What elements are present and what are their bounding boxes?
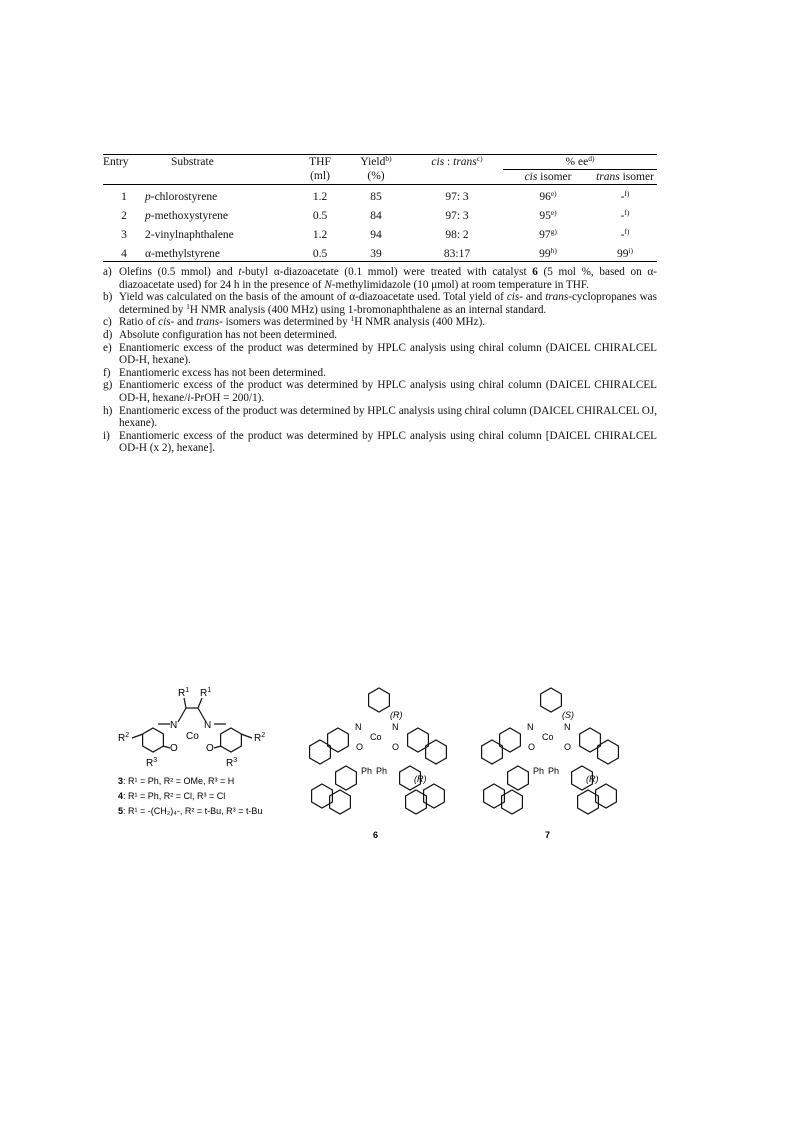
header-thf: THF (ml) (309, 156, 331, 182)
salen-r3-right: $R^3$ (226, 757, 238, 769)
salen-r1-right: $R^1$ (200, 687, 212, 699)
cat7-axial-config: (R) (586, 774, 599, 784)
table-row: 4 α-methylstyrene 0.5 39 83:17 99$^{h)}$ 99$^{i)}$ (103, 242, 657, 262)
salen-r2-left: $R^2$ (118, 732, 130, 744)
footnote-d: d) Absolute configuration has not been determined. (103, 328, 338, 341)
legend-line: 5: R¹ = -(CH₂)₄-, R² = t-Bu, R³ = t-Bu (118, 806, 263, 816)
cat7-ph-left: Ph (533, 766, 545, 776)
header-yield: Yield$^{b)}$ (%) (360, 154, 392, 182)
cat6-co: Co (370, 732, 382, 742)
header-substrate: Substrate (171, 156, 214, 168)
cat6-o-right: O (392, 742, 400, 752)
salen-legend (118, 776, 262, 816)
table-row: 3 2-vinylnaphthalene 1.2 94 98: 2 97$^{g)}$ -$^{f)}$ (121, 226, 630, 241)
footnote-a: a) Olefins (0.5 mmol) and t-butyl α-diazoacetate (0.1 mmol) were treated with catalyst 6 (5 mol %, based on α-diazoacetate used) for 24 h in the presence of N-methylimidazole (10 μmol) at room temperature in THF. (103, 266, 657, 291)
results-table (103, 154, 657, 262)
header-entry: Entry (103, 156, 129, 168)
salen-complex-structure (118, 687, 265, 769)
cat6-ph-left: Ph (361, 766, 373, 776)
results-table-block (103, 154, 657, 455)
salen-o-right: O (206, 743, 214, 754)
cat7-o-left: O (528, 742, 536, 752)
cat6-label: 6 (373, 830, 379, 840)
catalyst-7-structure (482, 688, 619, 840)
cat6-o-left: O (356, 742, 364, 752)
salen-r3-left: $R^3$ (146, 757, 158, 769)
footnote-f: f) Enantiomeric excess has not been determined. (103, 366, 326, 379)
cat7-o-right: O (564, 742, 572, 752)
salen-o-left: O (170, 743, 178, 754)
header-ratio: cis : trans$^{c)}$ (431, 154, 483, 168)
salen-co: Co (186, 731, 199, 742)
cat7-ph-right: Ph (548, 766, 560, 776)
legend-line: 3: R¹ = Ph, R² = OMe, R³ = H (118, 776, 235, 786)
cat7-co: Co (542, 732, 554, 742)
footnote-e: e) Enantiomeric excess of the product was determined by HPLC analysis using chiral column (DAICEL CHIRALCEL OD-H, hexane). (103, 341, 657, 367)
cat6-axial-config: (R) (414, 774, 427, 784)
cat7-n-left: N (527, 722, 534, 732)
header-cis-isomer: cis isomer (524, 171, 572, 183)
cat7-diamine-config: (S) (562, 710, 574, 720)
catalyst-structures (118, 678, 698, 853)
table-footnotes (103, 266, 657, 455)
cat7-n-right: N (564, 722, 571, 732)
footnote-b: b) Yield was calculated on the basis of the amount of α-diazoacetate used. Total yield of cis- and trans-cyclopropanes was determined by $^1$H NMR analysis (400 MHz) using 1-bromonaphthalene as an internal standard. (103, 291, 657, 316)
catalyst-6-structure (310, 688, 447, 840)
cat6-diamine-config: (R) (390, 710, 403, 720)
legend-line: 4: R¹ = Ph, R² = Cl, R³ = Cl (118, 791, 226, 801)
table-row: 1 p-chlorostyrene 1.2 85 97: 3 96$^{e)}$ -$^{f)}$ (121, 188, 630, 203)
footnote-h: h) Enantiomeric excess of the product was determined by HPLC analysis using chiral column (DAICEL CHIRALCEL OJ, hexane). (103, 404, 657, 430)
cat6-n-right: N (392, 722, 399, 732)
footnote-g: g) Enantiomeric excess of the product was determined by HPLC analysis using chiral column (DAICEL CHIRALCEL OD-H, hexane/i-PrOH = 200/1). (103, 379, 657, 404)
cat6-n-left: N (355, 722, 362, 732)
cat7-label: 7 (545, 830, 551, 840)
footnote-i: i) Enantiomeric excess of the product was determined by HPLC analysis using chiral column [DAICEL CHIRALCEL OD-H (x 2), hexane]. (103, 429, 657, 455)
salen-r1-left: $R^1$ (178, 687, 190, 699)
salen-n-right: N (204, 720, 212, 731)
header-ee: % $ee^{d)}$ (503, 155, 657, 170)
header-trans-isomer: trans isomer (596, 171, 654, 183)
salen-n-left: N (170, 720, 178, 731)
salen-r2-right: $R^2$ (254, 732, 266, 744)
table-row: 2 p-methoxystyrene 0.5 84 97: 3 95$^{e)}$ -$^{f)}$ (121, 207, 630, 222)
cat6-ph-right: Ph (376, 766, 388, 776)
footnote-c: c) Ratio of cis- and trans- isomers was determined by $^1$H NMR analysis (400 MHz). (103, 314, 486, 329)
